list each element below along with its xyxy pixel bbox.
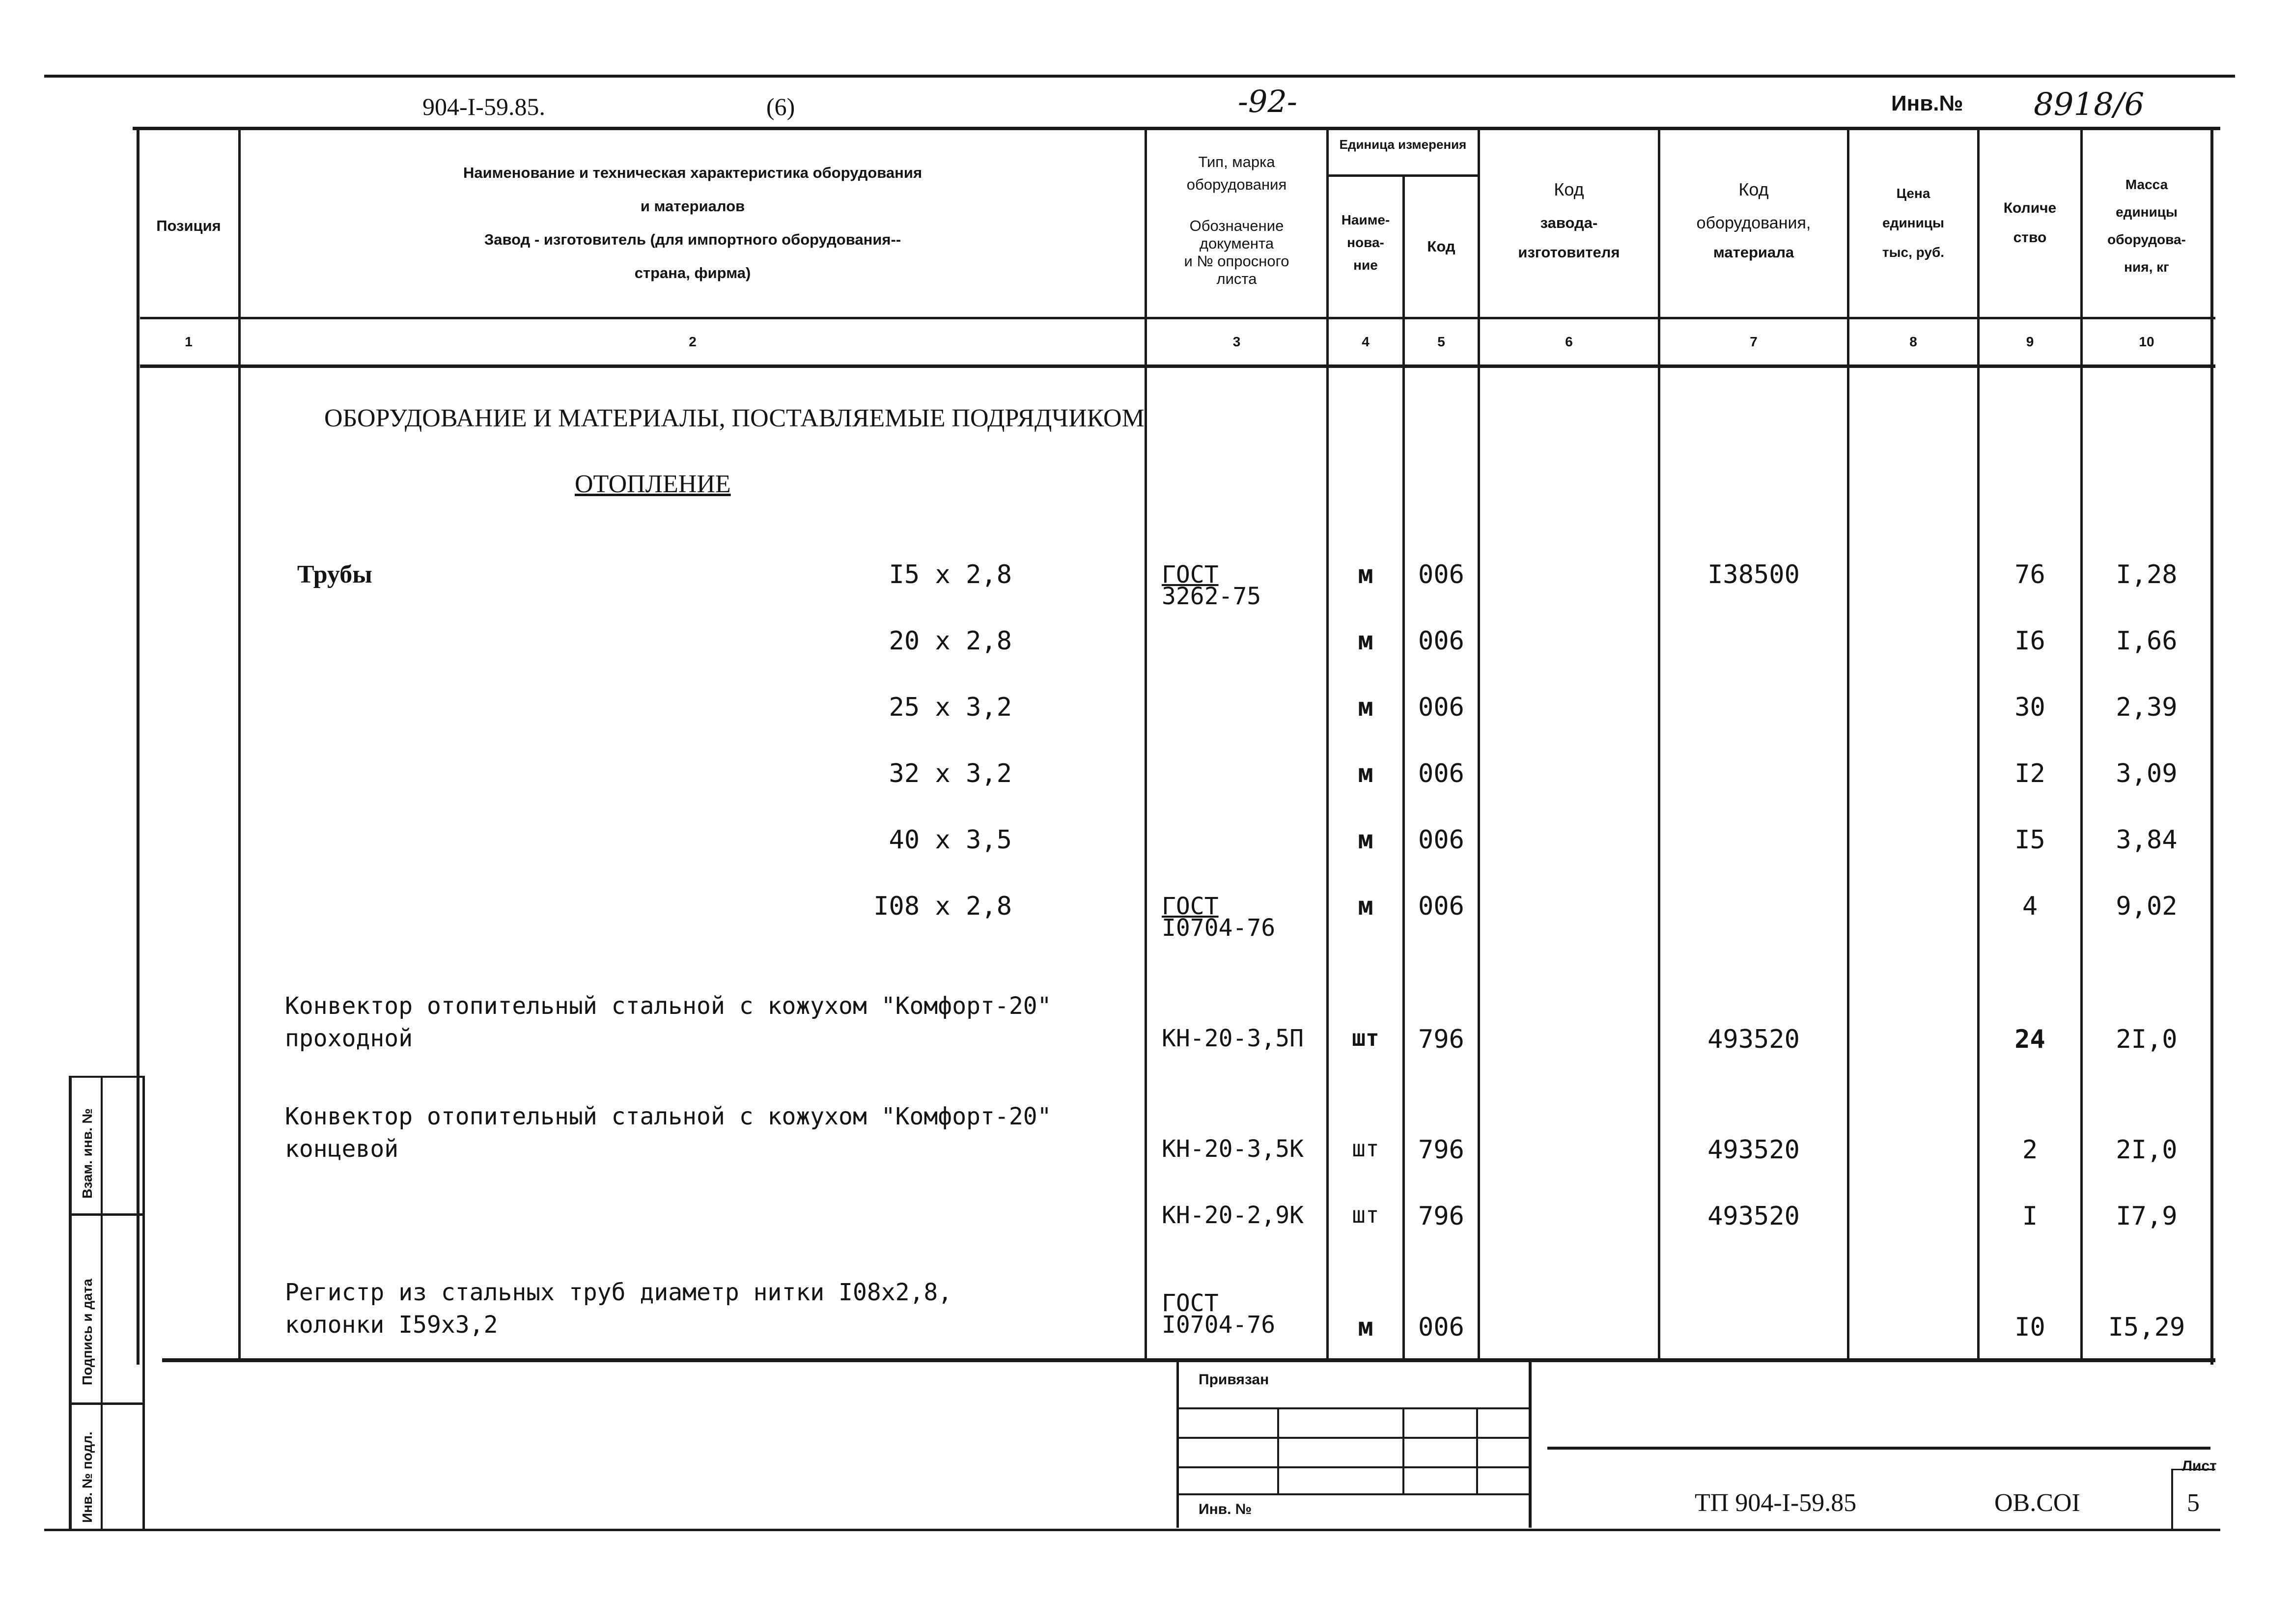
- item-size: 20 x 2,8: [889, 626, 1012, 656]
- header-unit-code: Код: [1427, 238, 1455, 255]
- unit-code: 796: [1418, 1135, 1464, 1165]
- col-number-7: 7: [1750, 334, 1758, 349]
- header-equip-code-line3: материала: [1713, 244, 1794, 261]
- drawing-code: ОВ.СОI: [1994, 1489, 2080, 1517]
- header-mass-line4: ния, кг: [2124, 259, 2169, 275]
- side-label-original: Инв. № подл.: [80, 1431, 95, 1523]
- col-line-7: [1847, 127, 1849, 1360]
- unit: шт: [1352, 1135, 1379, 1162]
- equipment-code: 493520: [1707, 1202, 1800, 1231]
- side-border-right: [142, 1076, 145, 1530]
- table-top-rule: [133, 127, 2220, 130]
- quantity: I0: [2014, 1313, 2045, 1342]
- col-line-0: [137, 127, 140, 1365]
- col-number-2: 2: [689, 334, 697, 349]
- item-name-line1: Конвектор отопительный стальной с кожухом "Комфорт-20": [285, 992, 1052, 1020]
- inv-label: Инв.№: [1891, 91, 1963, 115]
- equipment-code: I38500: [1707, 560, 1800, 589]
- col-line-9: [2080, 127, 2083, 1360]
- project-number: ТП 904-I-59.85: [1695, 1489, 1857, 1517]
- side-border-left: [69, 1076, 72, 1530]
- doc-line2: I0704-76: [1162, 1311, 1276, 1339]
- col-number-6: 6: [1565, 334, 1573, 349]
- quantity: 2: [2022, 1135, 2038, 1165]
- unit-mass: 2,39: [2116, 693, 2178, 722]
- inv-number: 8918/6: [2034, 86, 2145, 123]
- type-mark: КН-20-3,5П: [1162, 1025, 1304, 1052]
- col-line-5: [1478, 127, 1480, 1360]
- col-line-2: [1145, 127, 1147, 1360]
- header-mass-line3: оборудова-: [2107, 232, 2186, 247]
- header-plant-code-line1: Код: [1554, 179, 1584, 199]
- quantity: I5: [2014, 825, 2045, 855]
- header-mass-line1: Масса: [2125, 177, 2168, 192]
- header-equip-code-line1: Код: [1738, 179, 1769, 199]
- header-name-line1: Наименование и техническая характеристика оборудования: [463, 164, 922, 181]
- numbers-bottom-rule: [140, 364, 2215, 368]
- unit-mass: 3,84: [2116, 825, 2178, 855]
- unit: м: [1358, 825, 1373, 855]
- unit-code: 006: [1418, 759, 1464, 788]
- header-type-line3: Обозначение: [1189, 217, 1284, 234]
- attached-label: Привязан: [1199, 1372, 1269, 1388]
- unit-code: 796: [1418, 1025, 1464, 1054]
- unit-code: 006: [1418, 693, 1464, 722]
- item-name-line1: Конвектор отопительный стальной с кожухом "Комфорт-20": [285, 1103, 1052, 1130]
- quantity: I2: [2014, 759, 2045, 788]
- stamp-line-d: [1179, 1493, 1529, 1495]
- item-name-line1: Регистр из стальных труб диаметр нитки I08x2,8,: [285, 1279, 952, 1306]
- header-qty-line1: Количе: [2003, 200, 2057, 216]
- item-size: 32 x 3,2: [889, 759, 1012, 788]
- header-price-line1: Цена: [1896, 186, 1930, 201]
- unit-code: 006: [1418, 892, 1464, 921]
- header-type-line4: документа: [1199, 235, 1274, 252]
- col-number-1: 1: [185, 334, 193, 349]
- side-label-signature: Подпись и дата: [80, 1279, 95, 1385]
- table-bottom-rule: [162, 1358, 2215, 1362]
- stamp-right-rule: [1547, 1447, 2210, 1450]
- sheet-number: 5: [2187, 1489, 2200, 1517]
- section-subtitle: ОТОПЛЕНИЕ: [575, 470, 731, 498]
- item-name-line2: концевой: [285, 1135, 399, 1163]
- doc-line1: ГОСТ: [1162, 561, 1219, 588]
- header-position: Позиция: [156, 217, 221, 234]
- side-label-replace: Взам. инв. №: [80, 1108, 95, 1199]
- side-line-2: [69, 1213, 145, 1216]
- side-line-1: [69, 1076, 145, 1078]
- col-line-1: [238, 127, 241, 1360]
- item-name: Трубы: [297, 560, 372, 588]
- header-plant-code-line3: изготовителя: [1518, 244, 1620, 261]
- equipment-code: 493520: [1707, 1135, 1800, 1165]
- unit-mass: I7,9: [2116, 1202, 2178, 1231]
- stamp-mid-border: [1529, 1358, 1532, 1528]
- col-line-6: [1658, 127, 1660, 1360]
- type-mark: КН-20-3,5К: [1162, 1135, 1304, 1163]
- header-bottom-rule: [140, 317, 2215, 319]
- item-name-line2: колонки I59x3,2: [285, 1311, 498, 1339]
- side-line-3: [69, 1402, 145, 1405]
- unit-mass: 2I,0: [2116, 1135, 2178, 1165]
- col-number-3: 3: [1232, 334, 1241, 349]
- unit-code: 796: [1418, 1202, 1464, 1231]
- unit-mass: 9,02: [2116, 892, 2178, 921]
- equipment-code: 493520: [1707, 1025, 1800, 1054]
- col-number-8: 8: [1909, 334, 1917, 349]
- unit-mass: I,28: [2116, 560, 2178, 589]
- unit: м: [1358, 560, 1373, 589]
- quantity: 4: [2022, 892, 2038, 921]
- col-line-3: [1326, 127, 1329, 1360]
- stamp-left-border: [1176, 1358, 1179, 1528]
- unit-mass: I5,29: [2108, 1313, 2185, 1342]
- header-type-line1: Тип, марка: [1198, 153, 1275, 170]
- header-unit-name-line2: нова-: [1347, 235, 1384, 250]
- header-mass-line2: единицы: [2116, 204, 2178, 220]
- unit-code: 006: [1418, 1313, 1464, 1342]
- col-number-4: 4: [1362, 334, 1370, 349]
- unit-mass: 3,09: [2116, 759, 2178, 788]
- header-plant-code-line2: завода-: [1540, 214, 1598, 231]
- part-number: (6): [766, 93, 795, 120]
- doc-line2: 3262-75: [1162, 583, 1261, 610]
- header-unit-name-line1: Наиме-: [1341, 212, 1390, 227]
- inv-no-label: Инв. №: [1199, 1501, 1252, 1517]
- unit: шт: [1352, 1202, 1379, 1228]
- quantity: I6: [2014, 626, 2045, 656]
- col-number-5: 5: [1437, 334, 1445, 349]
- doc-line2: I0704-76: [1162, 914, 1276, 942]
- unit: м: [1358, 626, 1373, 656]
- header-name-line3: Завод - изготовитель (для импортного оборудования--: [484, 231, 901, 248]
- item-size: 40 x 3,5: [889, 825, 1012, 855]
- quantity: 24: [2014, 1025, 2045, 1054]
- header-unit-name-line3: ние: [1353, 257, 1378, 273]
- unit-code: 006: [1418, 560, 1464, 589]
- unit: м: [1358, 693, 1373, 722]
- col-number-10: 10: [2139, 334, 2154, 349]
- header-equip-code-line2: оборудования,: [1696, 214, 1811, 232]
- top-rule: [44, 75, 2235, 78]
- col-line-10: [2210, 127, 2213, 1365]
- quantity: 30: [2014, 693, 2045, 722]
- unit-mass: I,66: [2116, 626, 2178, 656]
- header-name-line2: и материалов: [640, 197, 745, 215]
- col-number-9: 9: [2026, 334, 2034, 349]
- type-mark: КН-20-2,9К: [1162, 1202, 1304, 1229]
- item-size: 25 x 3,2: [889, 693, 1012, 722]
- unit-code: 006: [1418, 825, 1464, 855]
- unit-mass: 2I,0: [2116, 1025, 2178, 1054]
- quantity: 76: [2014, 560, 2045, 589]
- stamp-vline-c: [1476, 1407, 1478, 1493]
- item-size: I5 x 2,8: [889, 560, 1012, 589]
- doc-number: 904-I-59.85.: [422, 93, 545, 120]
- header-qty-line2: ство: [2013, 229, 2047, 246]
- header-type-line2: оборудования: [1186, 176, 1287, 193]
- header-name-line4: страна, фирма): [634, 264, 751, 281]
- unit: м: [1358, 759, 1373, 788]
- doc-line1: ГОСТ: [1162, 893, 1219, 920]
- doc-line1: ГОСТ: [1162, 1289, 1219, 1317]
- stamp-vline-a: [1277, 1407, 1279, 1493]
- header-unit-group: Единица измерения: [1339, 137, 1467, 152]
- quantity: I: [2022, 1202, 2038, 1231]
- unit: м: [1358, 1313, 1373, 1342]
- header-price-line3: тыс, руб.: [1882, 245, 1945, 260]
- header-type-line5: и № опросного: [1184, 252, 1289, 270]
- unit-code: 006: [1418, 626, 1464, 656]
- header-price-line2: единицы: [1882, 215, 1944, 230]
- item-name-line2: проходной: [285, 1025, 413, 1052]
- col-line-8: [1977, 127, 1980, 1360]
- item-size: I08 x 2,8: [873, 892, 1012, 921]
- side-border-mid: [101, 1076, 103, 1530]
- unit: шт: [1352, 1025, 1379, 1051]
- stamp-vline-b: [1402, 1407, 1404, 1493]
- page-number: -92-: [1238, 84, 1297, 119]
- stamp-bottom-rule: [44, 1529, 2220, 1531]
- header-type-line6: листа: [1216, 270, 1257, 287]
- section-title: ОБОРУДОВАНИЕ И МАТЕРИАЛЫ, ПОСТАВЛЯЕМЫЕ ПОДРЯДЧИКОМ: [324, 404, 1145, 432]
- sheet-box-left: [2171, 1469, 2173, 1530]
- unit: м: [1358, 892, 1373, 921]
- sheet-label: Лист: [2182, 1458, 2217, 1474]
